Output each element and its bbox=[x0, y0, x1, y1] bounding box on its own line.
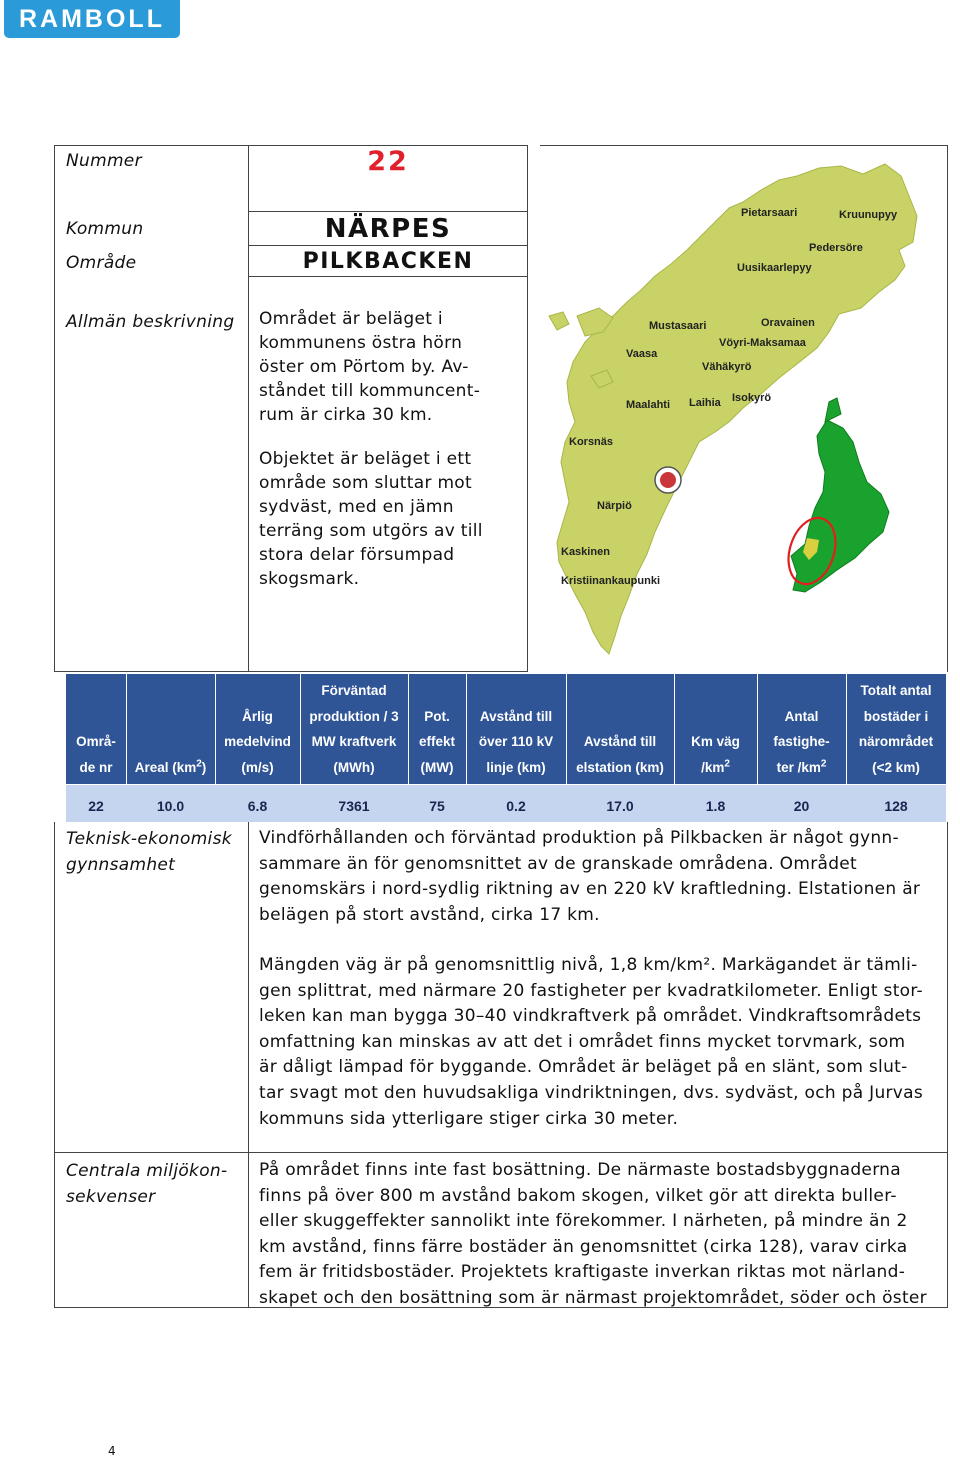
teknisk-paragraph-1: Vindförhållanden och förväntad produktion på Pilkbacken är något gynn- sammare än för genomsnittet av de granskade områdena. Området genomskärs i nord-sydlig riktning av en 220 kV kraftledning. Elstationen är belägen på stort avstånd, cirka 17 km. bbox=[259, 828, 921, 925]
region-map-svg bbox=[529, 146, 947, 670]
finland-inset bbox=[791, 420, 889, 592]
teknisk-label: Teknisk-ekonomisk gynnsamhet bbox=[66, 829, 232, 875]
stats-value-fastigheter: 20 bbox=[793, 798, 810, 814]
ramboll-logo: RAMBOLL bbox=[4, 0, 180, 38]
place-vaasa: Vaasa bbox=[626, 348, 658, 360]
miljo-label: Centrala miljökon- sekvenser bbox=[66, 1161, 228, 1207]
lower-column-divider bbox=[248, 822, 249, 1308]
omrade-label: Område bbox=[66, 253, 137, 273]
kommun-value: NÄRPES bbox=[324, 214, 452, 244]
place-laihia: Laihia bbox=[689, 397, 721, 409]
stats-col-header-1: Areal $(km^2)$ bbox=[134, 758, 207, 775]
miljo-paragraph: På området finns inte fast bosättning. De närmaste bostadsbyggnaderna finns på över 800 m avstånd bakom skogen, vilket gör att direkta buller- eller skuggeffekter sannolikt inte förekommer. I närheten, på mindre än 2 km avstånd, finns färre bostäder än genomsnittet (cirka 128), varav cirka fem är fritidsbostäder. Projektets kraftigaste inverkan riktas mot närland- skapet och den bosättning som är närmast projektområdet, söder och öster bbox=[259, 1160, 927, 1308]
page-number: 4 bbox=[108, 1444, 116, 1458]
beskrivning-text-1: Området är beläget i kommunens östra hörn öster om Pörtom by. Av- ståndet till kommuncent- rum är cirka 30 km. bbox=[259, 309, 481, 425]
stats-col-header-0: Områ- de nr bbox=[76, 734, 116, 775]
stats-value-produktion: 7361 bbox=[338, 798, 370, 814]
place-uusikaarlepyy: Uusikaarlepyy bbox=[737, 262, 812, 274]
region-map bbox=[529, 146, 947, 670]
place-narpio: Närpiö bbox=[597, 500, 632, 512]
map-right-border bbox=[947, 145, 948, 672]
stats-col-header-7: Km väg $/km^2$ bbox=[691, 734, 740, 775]
stats-col-header-2: Årlig medelvind (m/s) bbox=[224, 708, 291, 775]
stats-value-bostader: 128 bbox=[884, 798, 908, 814]
lower-left-border bbox=[54, 822, 55, 1308]
stats-value-effekt: 75 bbox=[429, 798, 445, 814]
stats-col-header-4: Pot. effekt (MW) bbox=[418, 708, 455, 775]
stats-col-header-6: Avstånd till elstation (km) bbox=[576, 734, 664, 775]
beskrivning-text-2: Objektet är beläget i ett område som sluttar mot sydväst, med en jämn terräng som utgörs av till stora delar försumpad skogsmark. bbox=[259, 449, 483, 589]
stats-value-avstand-linje: 0.2 bbox=[506, 798, 526, 814]
area-number: 22 bbox=[367, 146, 409, 177]
place-korsnas: Korsnäs bbox=[569, 436, 614, 448]
stats-col-header-8: Antal fastighe- ter $/km^2$ bbox=[773, 708, 830, 775]
place-kruunupyy: Kruunupyy bbox=[839, 209, 898, 221]
omrade-value: PILKBACKEN bbox=[302, 249, 474, 274]
place-pedersore: Pedersöre bbox=[809, 242, 863, 254]
place-maalahti: Maalahti bbox=[626, 399, 671, 411]
divider-row-3 bbox=[248, 276, 528, 277]
beskrivning-label: Allmän beskrivning bbox=[66, 312, 235, 332]
place-oravainen: Oravainen bbox=[761, 317, 815, 329]
stats-col-header-3: Förväntad produktion / 3 MW kraftverk (MWh) bbox=[309, 683, 399, 775]
stats-table bbox=[66, 674, 946, 822]
place-vahakyro: Vähäkyrö bbox=[702, 361, 752, 373]
place-kaskinen: Kaskinen bbox=[561, 546, 610, 558]
lower-right-border bbox=[947, 822, 948, 1308]
place-voyri-maksamaa: Vöyri-Maksamaa bbox=[719, 337, 806, 349]
finland-north bbox=[825, 398, 841, 422]
place-pietarsaari: Pietarsaari bbox=[741, 207, 798, 219]
stats-value-areal: 10.0 bbox=[156, 798, 185, 814]
stats-value-omrade-nr: 22 bbox=[88, 798, 104, 814]
stats-col-header-9: Totalt antal bostäder i närområdet (<2 km) bbox=[858, 683, 934, 775]
place-isokyro: Isokyrö bbox=[732, 392, 772, 404]
stats-value-km-vag: 1.8 bbox=[705, 798, 726, 814]
teknisk-paragraph-2: Mängden väg är på genomsnittlig nivå, 1,8 km/km². Markägandet är tämli- gen splittrat, med närmare 20 fastigheter per kvadratkilometer. Enligt stor- leken kan man bygga 30–40 vindkraftverk på området. Vindkraftsområdets omfattning kan minskas av att det i området finns mycket torvmark, som är dåligt lämpad för byggande. Området är beläget på en slänt, som slut- tar svagt mot den huvudsakliga vindriktningen, dvs. sydväst, och på Jurvas kommuns sida ytterligare stiger cirka 30 meter. bbox=[259, 955, 924, 1129]
place-mustasaari: Mustasaari bbox=[649, 320, 707, 332]
place-kristiinankaupunki: Kristiinankaupunki bbox=[561, 575, 661, 587]
island bbox=[549, 312, 569, 330]
divider-row-2 bbox=[248, 245, 528, 246]
lower-divider bbox=[54, 1152, 948, 1153]
project-location-dot bbox=[660, 472, 676, 488]
divider-row-1 bbox=[248, 211, 528, 212]
stats-value-avstand-elstation: 17.0 bbox=[606, 798, 634, 814]
kommun-label: Kommun bbox=[66, 219, 144, 239]
nummer-label: Nummer bbox=[66, 151, 142, 171]
stats-value-medelvind: 6.8 bbox=[247, 798, 268, 814]
stats-col-header-5: Avstånd till över 110 kV linje (km) bbox=[478, 708, 554, 775]
